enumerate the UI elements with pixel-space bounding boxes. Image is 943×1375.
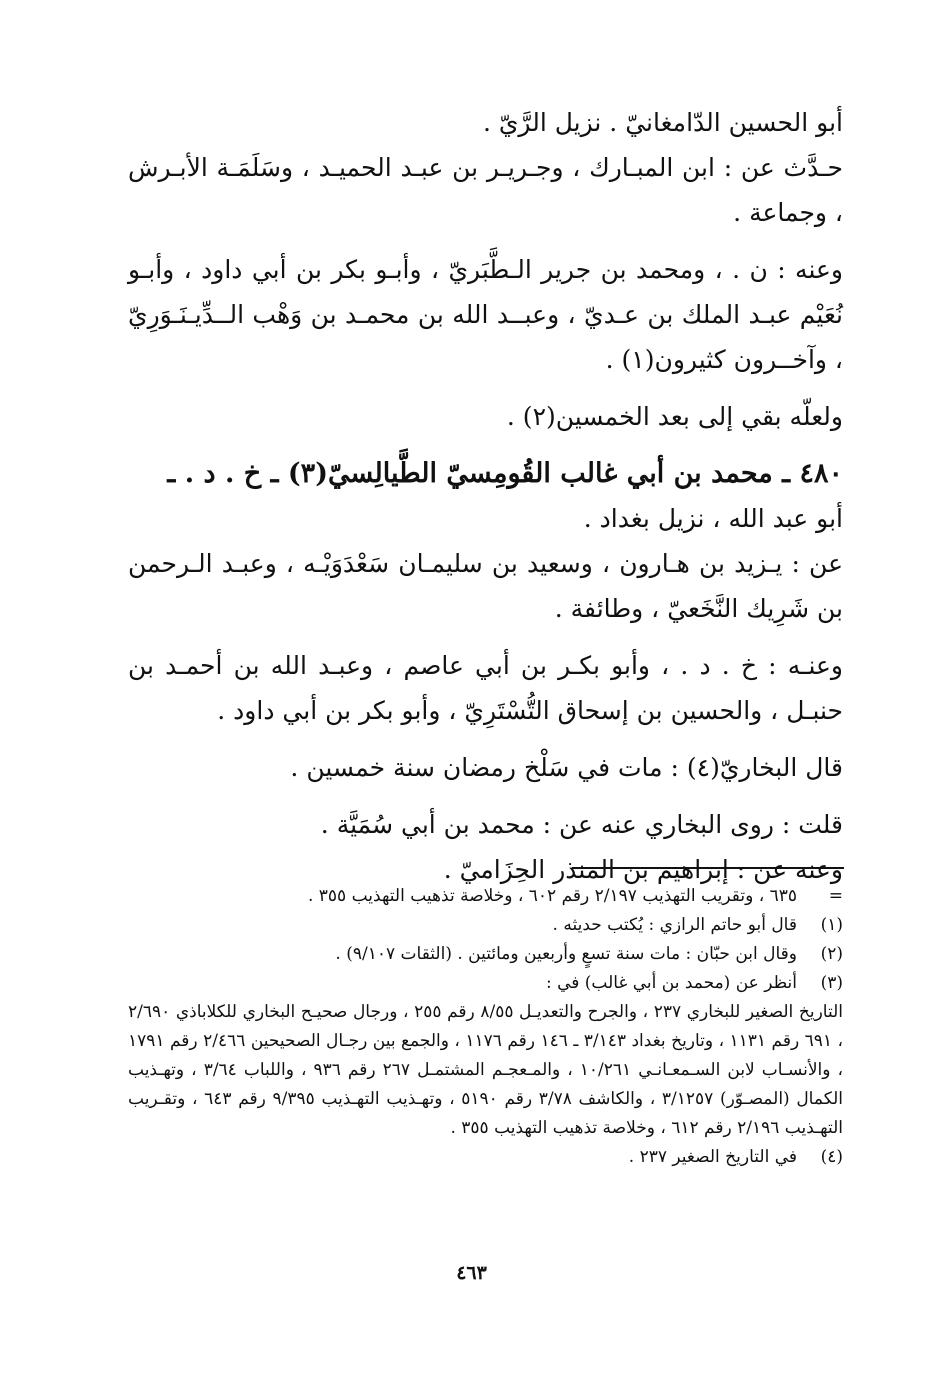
paragraph-note-2: وعنه عن : إبراهيم بن المنذر الحِزَاميّ .	[443, 855, 843, 884]
footnote-text: قال أبو حاتم الرازي : يُكتب حديثه .	[552, 915, 797, 935]
footnote-separator	[572, 867, 844, 869]
paragraph-death: قال البخاريّ(٤) : مات في سَلْخ رمضان سنة خمسين .	[290, 753, 843, 782]
paragraph-kunya: أبو عبد الله ، نزيل بغداد .	[583, 504, 843, 533]
paragraph-note: قلت : روى البخاري عنه عن : محمد بن أبي سُمَيَّة .	[320, 810, 843, 839]
footnote-number: (١)	[820, 915, 843, 935]
footnote-text: أنظر عن (محمد بن أبي غالب) في :	[545, 973, 797, 993]
footnote-text: ٦٣٥ ، وتقريب التهذيب ٢/١٩٧ رقم ٦٠٢ ، وخلاصة تذهيب التهذيب ٣٥٥ .	[307, 886, 797, 906]
paragraph-origin: أبو الحسين الدّامغانيّ . نزيل الرَّيّ .	[482, 108, 843, 137]
footnote-1	[128, 911, 843, 940]
footnotes	[128, 882, 843, 1172]
entry-heading: ٤٨٠ ـ محمد بن أبي غالب القُومِسيّ الطَّيالِسيّ(٣) ـ خ . د . ـ	[167, 458, 843, 489]
main-text	[128, 100, 843, 892]
footnote-2	[128, 940, 843, 969]
paragraph-teachers: عن : يـزيد بن هـارون ، وسعيد بن سليمـان سَعْدَوَيْـه ، وعبـد الـرحمن بن شَرِيك النَّخَعيّ ، وطائفة .	[128, 549, 843, 623]
footnote-number: (٢)	[820, 944, 843, 964]
paragraph-narrated-from: حـدَّث عن : ابن المبـارك ، وجـريـر بن عبـد الحميـد ، وسَلَمَـة الأبـرش ، وجماعة .	[128, 153, 843, 227]
footnote-number: (٣)	[820, 973, 843, 993]
footnote-4	[128, 1143, 843, 1172]
paragraph-narrators: وعنه : ن . ، ومحمد بن جرير الـطَّبَريّ ، وأبـو بكر بن أبي داود ، وأبـو نُعَيْم عبـد الملك بن عـديّ ، وعبــد الله بن محمـد بن وَهْب الــدِّيـنَـوَرِيّ ، وآخــرون كثيرون(١) .	[128, 255, 843, 374]
paragraph-students: وعنـه : خ . د . ، وأبو بكـر بن أبي عاصم ، وعبـد الله بن أحمـد بن حنبـل ، والحسين بن إسحاق التُّسْتَرِيّ ، وأبو بكر بن أبي داود .	[128, 651, 843, 725]
footnote-3-sources: التاريخ الصغير للبخاري ٢٣٧ ، والجرح والتعديـل ٨/٥٥ رقم ٢٥٥ ، ورجال صحيـح البخاري للكلاباذي ٢/٦٩٠ ، ٦٩١ رقم ١١٣١ ، وتاريخ بغداد ٣/١٤٣ ـ ١٤٦ رقم ١١٧٦ ، والجمع بين رجـال الصحيحين ٢/٤٦٦ رقم ١٧٩١ ، والأنسـاب لابن السـمعـانـي ١٠/٢٦١ ، والمـعجـم المشتمـل ٢٦٧ رقم ٩٣٦ ، واللباب ٣/٦٤ ، وتهـذيب الكمال (المصـوّر) ٣/١٢٥٧ ، والكاشف ٣/٧٨ رقم ٥١٩٠ ، وتهـذيب التهـذيب ٩/٣٩٥ رقم ٦٤٣ ، وتقـريب التهـذيب ٢/١٩٦ رقم ٦١٢ ، وخلاصة تذهيب التهذيب ٣٥٥ .	[128, 1002, 843, 1138]
footnote-3	[128, 969, 843, 998]
footnote-text: في التاريخ الصغير ٢٣٧ .	[628, 1147, 797, 1167]
footnote-continuation	[128, 882, 843, 911]
paragraph-remark: ولعلّه بقي إلى بعد الخمسين(٢) .	[506, 402, 843, 431]
page-number: ٤٦٣	[456, 1262, 487, 1284]
footnote-text: وقال ابن حبّان : مات سنة تسعٍ وأربعين ومائتين . (الثقات ٩/١٠٧) .	[335, 944, 797, 964]
footnote-marker: =	[828, 886, 843, 906]
footnote-number: (٤)	[820, 1147, 843, 1167]
